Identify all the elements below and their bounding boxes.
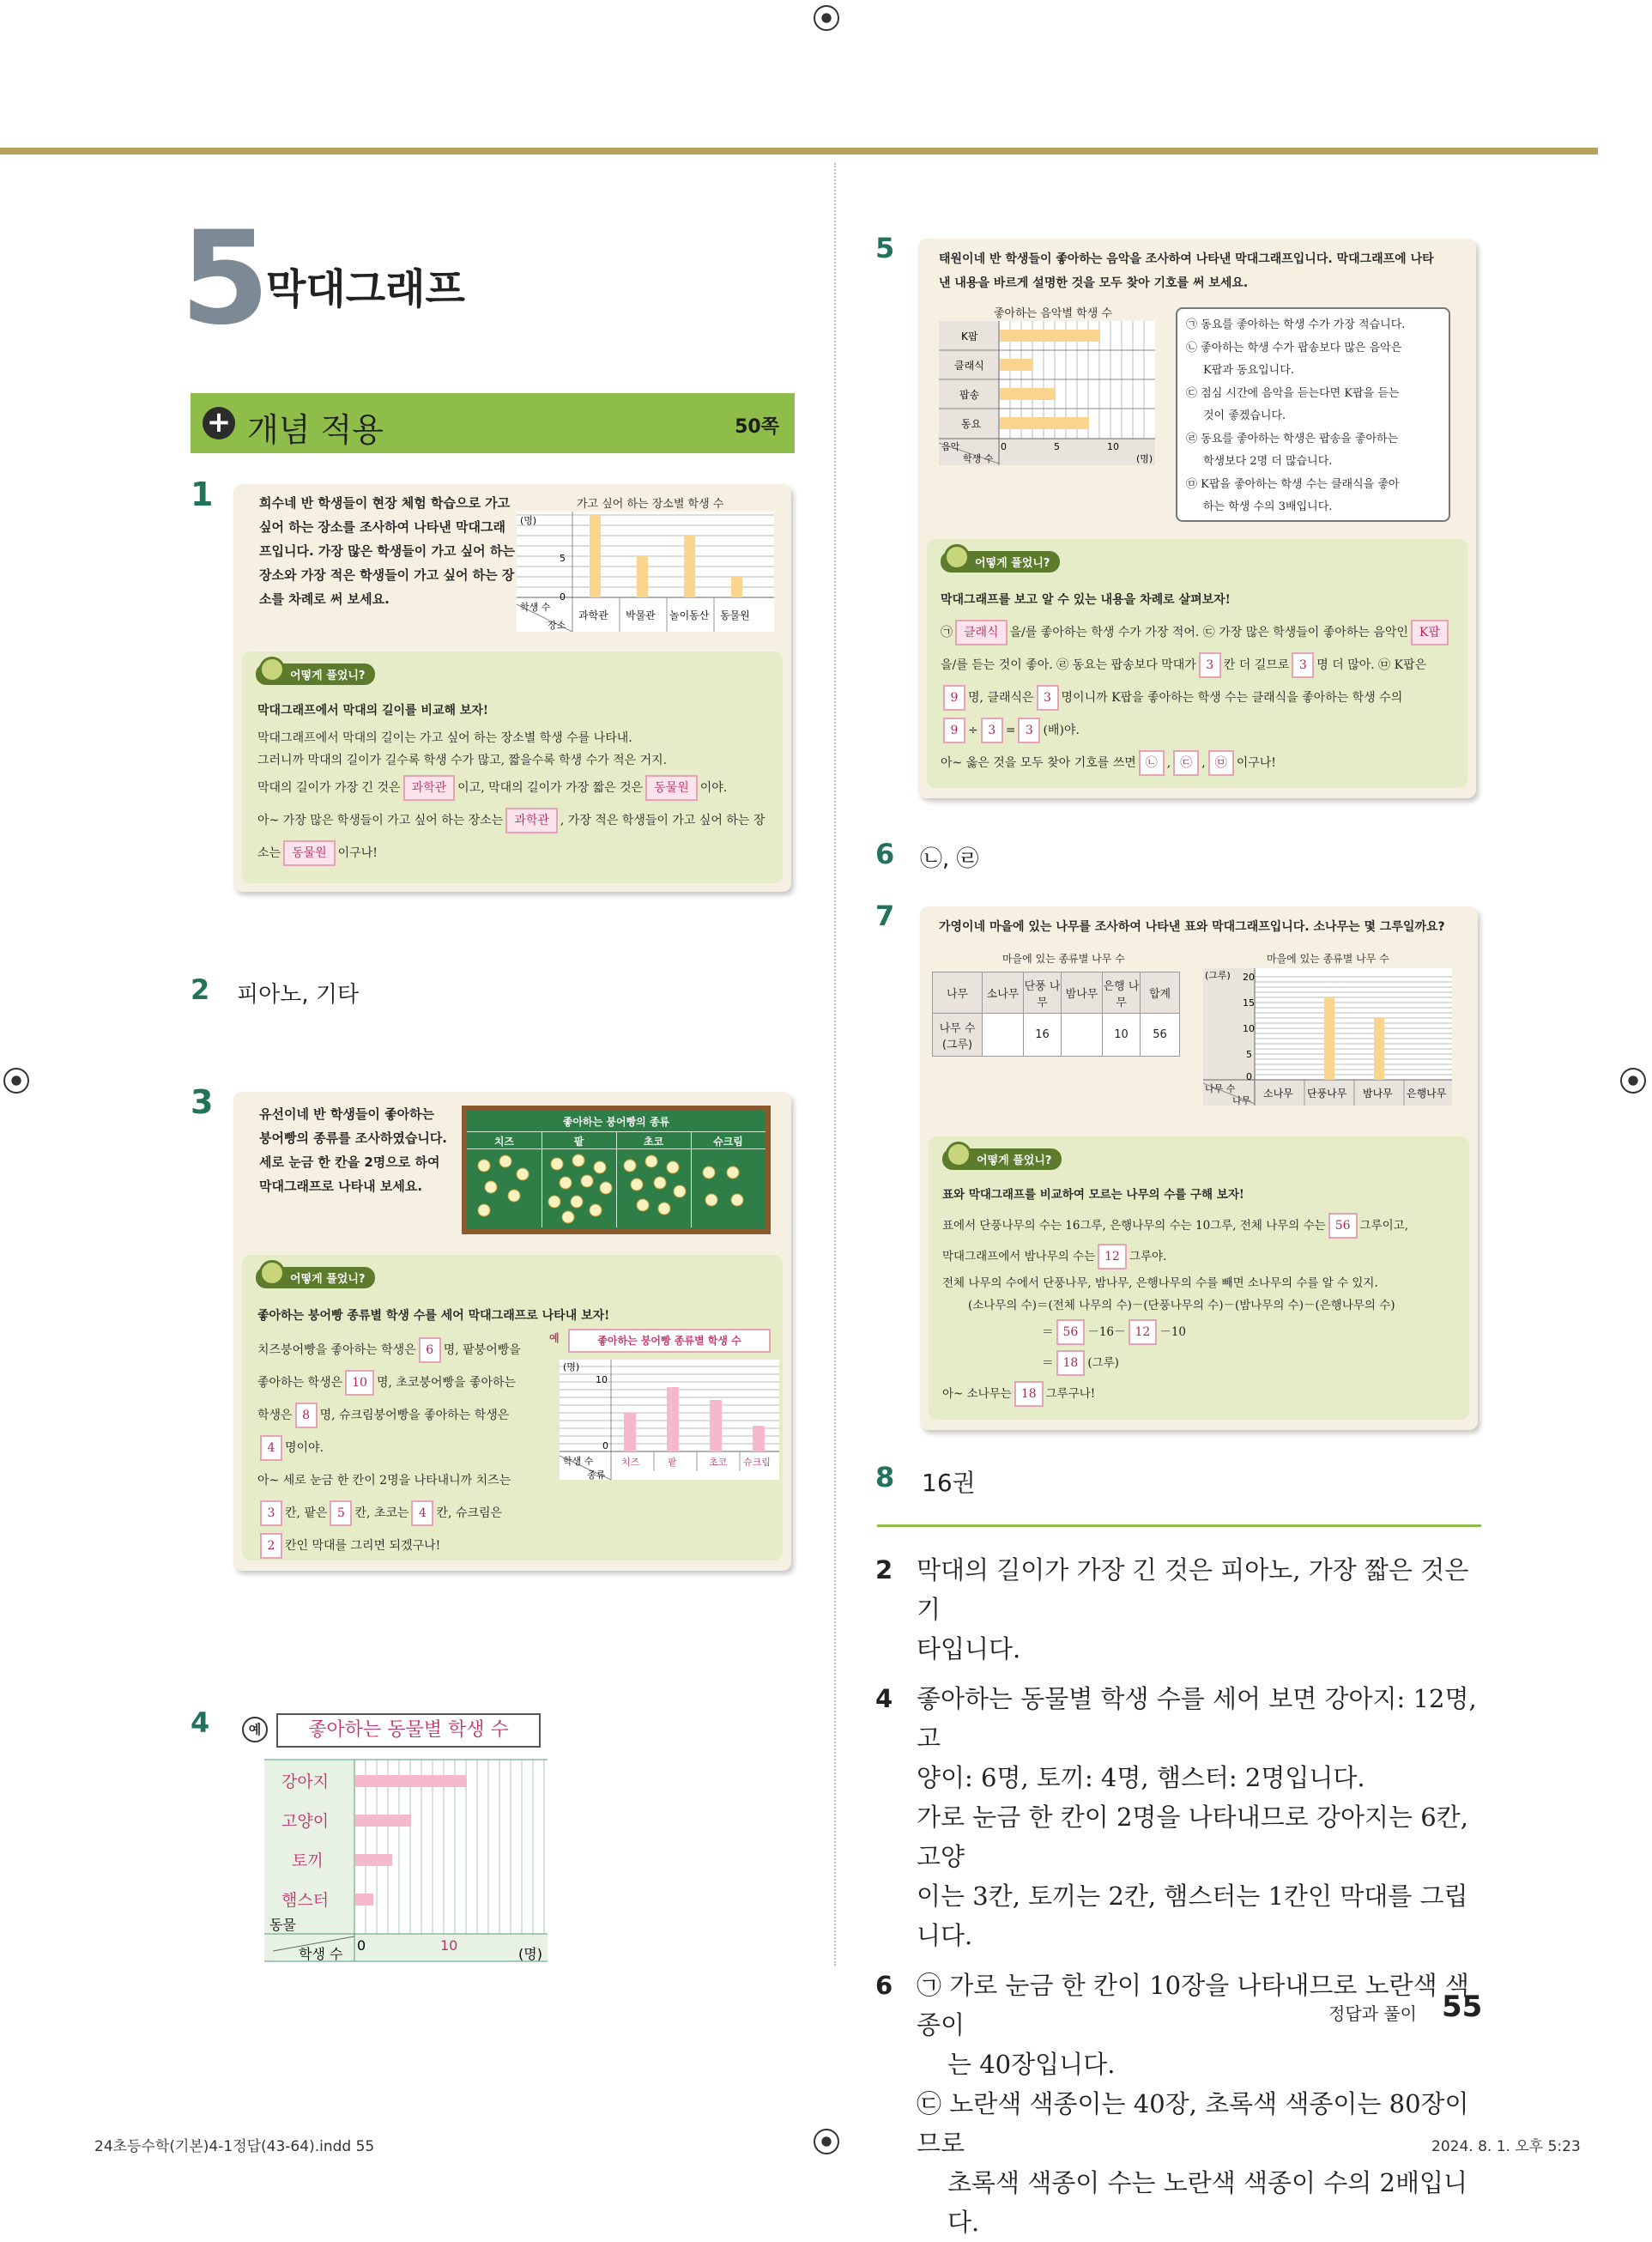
svg-text:고양이: 고양이	[281, 1812, 330, 1831]
q1-unit: (명)	[520, 515, 537, 526]
q6-number: 6	[875, 838, 895, 870]
q5-hint-body: 막대그래프를 보고 알 수 있는 내용을 차례로 살펴보자! ㉠ 클래식 을/를 좋아하는 학생 수가 가장 적어. ㉢ 가장 많은 학생들이 좋아하는 음악인 K팝 을/를 듣는 것이 좋아. ㉣ 동요는 팝송보다 막대가 3 칸 더 길므로 3 명 더 많아. ㉤ K팝은 9 명, 클래식은 3 명이니까 K팝을 좋아하는 학생 수는 클래식을 좋아하는 학생 수의 9 ÷ 3 = 3 (배)야. 아~ 옳은 것을 모두 찾아 기호를 쓰면 ㉡ , ㉢ , ㉤ 이구나!	[941, 584, 1464, 779]
hint-avatar-icon	[946, 1142, 971, 1167]
q1-hint	[242, 651, 783, 883]
q3-bar-choco	[710, 1400, 722, 1451]
svg-text:10: 10	[1107, 441, 1119, 452]
q3-hint-title: 좋아하는 붕어빵 종류별 학생 수를 세어 막대그래프로 나타내 보자!	[257, 1309, 610, 1323]
board-title: 좋아하는 붕어빵의 종류	[562, 1116, 670, 1128]
board-col-cheese: 치즈	[493, 1136, 515, 1148]
board-face-icons	[467, 1148, 765, 1227]
svg-text:(명): (명)	[518, 1946, 542, 1962]
svg-text:음악: 음악	[941, 441, 960, 452]
q3-ye-mark: 예	[549, 1332, 560, 1344]
svg-text:나무: 나무	[1232, 1095, 1251, 1106]
q1-answer-most: 과학관	[403, 775, 456, 801]
svg-text:10: 10	[1243, 1023, 1255, 1034]
q2-answer: 피아노, 기타	[237, 982, 360, 1008]
svg-text:은행나무: 은행나무	[1407, 1088, 1447, 1100]
board-col-choco: 초코	[643, 1136, 664, 1148]
hint-avatar-icon	[944, 544, 970, 570]
svg-text:학생 수: 학생 수	[299, 1946, 343, 1962]
svg-text:클래식: 클래식	[954, 360, 984, 372]
explanations	[875, 1550, 1485, 2242]
hint-avatar-icon	[259, 657, 285, 682]
board-col-cream: 슈크림	[713, 1136, 743, 1148]
q7-hint: 어떻게 풀었니? 표와 막대그래프를 비교하여 모르는 나무의 수를 구해 보자! 표에서 단풍나무의 수는 16그루, 은행나무의 수는 10그루, 전체 나무의 수는 56 그루이고, 막대그래프에서 밤나무의 수는 12 그루야. 전체 나무의 수에서 단풍나무, 밤나무, 은행나무의 수를 빼면 소나무의 수를 알 수 있지. (소나무의 수)＝(전체 나무의 수)－(단풍나무의 수)－(밤나무의 수)－(은행나무의 수) ＝ 56 －16－ 12 －10 ＝ 18 (그루) 아~ 소나무는 18 그루구나!	[929, 1136, 1469, 1420]
page-number: 55	[1442, 1990, 1483, 2024]
svg-text:(명): (명)	[1136, 453, 1153, 464]
q1-number: 1	[191, 476, 214, 513]
q8-answer: 16권	[922, 1469, 976, 1497]
q7-chart	[1203, 968, 1452, 1106]
registration-mark-right	[1620, 1068, 1646, 1094]
q4-bar-hamster	[355, 1894, 373, 1906]
q4-ye-mark: 예	[242, 1717, 268, 1742]
q7-card	[920, 906, 1478, 1430]
svg-text:5: 5	[1246, 1049, 1252, 1060]
hint-label: 어떻게 풀었니?	[256, 664, 375, 685]
q2-number: 2	[191, 973, 210, 1006]
q1-bar-museum	[637, 556, 648, 597]
svg-text:0: 0	[1246, 1071, 1252, 1082]
q7-bar-chestnut	[1374, 1018, 1384, 1080]
registration-mark-top	[814, 5, 839, 31]
q1-y-axis-label: 학생 수	[520, 602, 551, 613]
q5-hint: 어떻게 풀었니? 막대그래프를 보고 알 수 있는 내용을 차례로 살펴보자! ㉠ 클래식 을/를 좋아하는 학생 수가 가장 적어. ㉢ 가장 많은 학생들이 좋아하는 음악인 K팝 을/를 듣는 것이 좋아. ㉣ 동요는 팝송보다 막대가 3 칸 더 길므로 3 명 더 많아. ㉤ K팝은 9 명, 클래식은 3 명이니까 K팝을 좋아하는 학생 수는 클래식을 좋아하는 학생 수의 9 ÷ 3 = 3 (배)야. 아~ 옳은 것을 모두 찾아 기호를 쓰면 ㉡ , ㉢ , ㉤ 이구나!	[927, 539, 1467, 788]
q3-chart	[560, 1360, 779, 1480]
q8-number: 8	[875, 1461, 895, 1494]
q1-bar-amusement	[684, 536, 695, 597]
expl-2: 2 막대의 길이가 가장 긴 것은 피아노, 가장 짧은 것은 기 타입니다.	[875, 1555, 1469, 1663]
q4-bar-cat	[355, 1815, 411, 1827]
svg-text:(명): (명)	[563, 1361, 580, 1372]
q5-text: 태원이네 반 학생들이 좋아하는 음악을 조사하여 나타낸 막대그래프입니다. 막대그래프에 나타 낸 내용을 바르게 설명한 것을 모두 찾아 기호를 써 보세요.	[939, 252, 1434, 290]
chapter-title: 막대그래프	[266, 265, 465, 313]
q3-text: 유선이네 반 학생들이 좋아하는 붕어빵의 종류를 조사하였습니다. 세로 눈금 한 칸을 2명으로 하여 막대그래프로 나타내 보세요.	[259, 1106, 448, 1194]
svg-text:밤나무: 밤나무	[1363, 1088, 1393, 1100]
svg-text:10: 10	[596, 1374, 608, 1385]
explanation-divider	[877, 1524, 1481, 1527]
svg-text:치즈: 치즈	[621, 1457, 640, 1468]
q3-bar-bean	[667, 1387, 679, 1451]
q4-bar-dog	[355, 1775, 467, 1787]
q1-x-museum: 박물관	[626, 609, 656, 621]
svg-text:토끼: 토끼	[292, 1851, 324, 1870]
svg-text:학생 수: 학생 수	[963, 453, 994, 464]
q5-bar-kpop	[1000, 330, 1100, 342]
q1-x-axis-label: 장소	[548, 620, 566, 631]
q5-card	[918, 239, 1476, 798]
q5-bar-classic	[1000, 359, 1033, 371]
q1-hint-body: 막대그래프에서 막대의 길이를 비교해 보자! 막대그래프에서 막대의 길이는 가고 싶어 하는 장소별 학생 수를 나타내. 그러니까 막대의 길이가 길수록 학생 수가 많고, 짧을수록 학생 수가 적은 거지. 막대의 길이가 가장 긴 것은 과학관 이고, 막대의 길이가 가장 짧은 것은 동물원 이야. 아~ 가장 많은 학생들이 가고 싶어 하는 장소는 과학관 , 가장 적은 학생들이 가고 싶어 하는 장 소는 동물원 이구나!	[257, 694, 772, 870]
q3-bar-cheese	[624, 1413, 636, 1451]
q1-card	[233, 484, 791, 892]
svg-text:10: 10	[440, 1937, 458, 1954]
q1-bar-zoo	[731, 577, 742, 597]
q5-chart	[939, 321, 1155, 465]
footer-label: 정답과 풀이	[1328, 2003, 1417, 2024]
column-divider	[834, 163, 836, 1966]
q5-number: 5	[875, 232, 895, 264]
plus-icon: +	[203, 407, 235, 439]
svg-text:팝송: 팝송	[959, 389, 980, 401]
svg-text:슈크림: 슈크림	[743, 1457, 771, 1468]
svg-text:강아지: 강아지	[281, 1772, 330, 1791]
q4-chart	[264, 1760, 548, 1961]
q1-bar-science	[590, 515, 601, 597]
svg-text:15: 15	[1243, 997, 1255, 1009]
top-rule	[0, 148, 1598, 155]
expl-6: 6 ㉠ 가로 눈금 한 칸이 10장을 나타내므로 노란색 색종이 는 40장입니다. ㉢ 노란색 색종이는 40장, 초록색 색종이는 80장이므로 초록색 색종이 수는 노란색 색종이 수의 2배입니다.	[875, 1971, 1469, 2237]
q1-ytick-0: 0	[560, 591, 566, 603]
q7-table-title: 마을에 있는 종류별 나무 수	[1002, 953, 1125, 965]
q5-bar-children	[1000, 417, 1089, 429]
footer-date: 2024. 8. 1. 오후 5:23	[1431, 2138, 1581, 2155]
svg-text:종류: 종류	[587, 1469, 606, 1481]
svg-text:나무 수: 나무 수	[1205, 1083, 1236, 1094]
q3-hint: 어떻게 풀었니? 좋아하는 붕어빵 종류별 학생 수를 세어 막대그래프로 나타내 보자! 치즈붕어빵을 좋아하는 학생은 6 명, 팥붕어빵을 좋아하는 학생은 10 명, 초코붕어빵을 좋아하는 학생은 8 명, 슈크림붕어빵을 좋아하는 학생은 4 명이야. 아~ 세로 눈금 한 칸이 2명을 나타내니까 치즈는 3 칸, 팥은 5 칸, 초코는 4 칸, 슈크림은 2 칸인 막대를 그리면 되겠구나! 예 좋아하는 붕어빵 종류별 학생 수 (명) 10 0 학생 수 종류 치즈 팥 초코 슈크림	[242, 1255, 783, 1560]
q1-ytick-5: 5	[560, 553, 566, 564]
q5-chart-title: 좋아하는 음악별 학생 수	[994, 307, 1112, 320]
q4-bar-rabbit	[355, 1854, 392, 1866]
board-col-bean: 팥	[573, 1136, 584, 1148]
q3-number: 3	[191, 1083, 214, 1121]
svg-text:0: 0	[357, 1937, 366, 1954]
q5-options-box: ㉠ 동요를 좋아하는 학생 수가 가장 적습니다. ㉡ 좋아하는 학생 수가 팝송보다 많은 음악은 K팝과 동요입니다. ㉢ 점심 시간에 음악을 듣는다면 K팝을 듣는 것이 좋겠습니다. ㉣ 동요를 좋아하는 학생은 팝송을 좋아하는 학생보다 2명 더 많습니다. ㉤ K팝을 좋아하는 학생 수는 클래식을 좋아 하는 학생 수의 3배입니다.	[1176, 307, 1450, 522]
q6-answer: ㉡, ㉣	[920, 846, 979, 872]
section-banner	[191, 393, 795, 453]
hint-avatar-icon	[259, 1260, 285, 1286]
expl-4: 4 좋아하는 동물별 학생 수를 세어 보면 강아지: 12명, 고 양이: 6명, 토끼: 4명, 햄스터: 2명입니다. 가로 눈금 한 칸이 2명을 나타내므로 강아지는 6칸, 고양 이는 3칸, 토끼는 2칸, 햄스터는 1칸인 막대를 그립니다.	[875, 1684, 1477, 1950]
q7-text: 가영이네 마을에 있는 나무를 조사하여 나타낸 표와 막대그래프입니다. 소나무는 몇 그루일까요?	[939, 920, 1445, 934]
svg-text:단풍나무: 단풍나무	[1307, 1088, 1347, 1100]
section-page-ref: 50쪽	[735, 416, 779, 438]
q1-text: 희수네 반 학생들이 현장 체험 학습으로 가고 싶어 하는 장소를 조사하여 나타낸 막대그래 프입니다. 가장 많은 학생들이 가고 싶어 하는 장소와 가장 적은 학생들이 가고 싶어 하는 장 소를 차례로 써 보세요.	[259, 495, 515, 607]
svg-text:팥: 팥	[668, 1457, 677, 1468]
registration-mark-bottom	[814, 2129, 839, 2154]
q1-chart	[517, 512, 774, 632]
q5-bar-pop	[1000, 388, 1056, 400]
q7-table: 나무 소나무 단풍 나무 밤나무 은행 나무 합계 나무 수 (그루) 16 10 56	[932, 972, 1180, 1057]
q1-answer-least: 동물원	[645, 775, 698, 801]
q1-x-science: 과학관	[578, 609, 608, 621]
svg-text:동물: 동물	[269, 1917, 296, 1933]
q4-number: 4	[191, 1706, 210, 1739]
svg-text:동요: 동요	[961, 418, 982, 430]
svg-text:5: 5	[1054, 441, 1060, 452]
q7-bar-maple	[1324, 997, 1334, 1080]
svg-text:초코: 초코	[709, 1457, 728, 1468]
svg-text:20: 20	[1243, 972, 1255, 983]
svg-text:(그루): (그루)	[1205, 970, 1231, 981]
svg-text:K팝: K팝	[961, 330, 978, 342]
q1-x-zoo: 동물원	[720, 609, 750, 621]
q3-hint-body: 치즈붕어빵을 좋아하는 학생은 6 명, 팥붕어빵을 좋아하는 학생은 10 명, 초코붕어빵을 좋아하는 학생은 8 명, 슈크림붕어빵을 좋아하는 학생은 4 명이야. 아~ 세로 눈금 한 칸이 2명을 나타내니까 치즈는 3 칸, 팥은 5 칸, 초코는 4 칸, 슈크림은 2 칸인 막대를 그리면 되겠구나!	[257, 1334, 541, 1562]
q7-number: 7	[875, 900, 895, 932]
q7-hint-body: 표와 막대그래프를 비교하여 모르는 나무의 수를 구해 보자! 표에서 단풍나무의 수는 16그루, 은행나무의 수는 10그루, 전체 나무의 수는 56 그루이고, 막대그래프에서 밤나무의 수는 12 그루야. 전체 나무의 수에서 단풍나무, 밤나무, 은행나무의 수를 빼면 소나무의 수를 알 수 있지. (소나무의 수)＝(전체 나무의 수)－(단풍나무의 수)－(밤나무의 수)－(은행나무의 수) ＝ 56 －16－ 12 －10 ＝ 18 (그루) 아~ 소나무는 18 그루구나!	[942, 1179, 1466, 1409]
q3-card	[233, 1092, 791, 1571]
q3-chart-title: 좋아하는 붕어빵 종류별 학생 수	[568, 1329, 771, 1353]
svg-text:0: 0	[1001, 441, 1007, 452]
q1-chart-title: 가고 싶어 하는 장소별 학생 수	[577, 498, 724, 511]
q3-bar-cream	[753, 1426, 765, 1451]
svg-text:햄스터: 햄스터	[281, 1891, 330, 1910]
svg-text:학생 수: 학생 수	[563, 1456, 594, 1467]
section-title: 개념 적용	[247, 411, 384, 449]
footer-file: 24초등수학(기본)4-1정답(43-64).indd 55	[94, 2138, 375, 2155]
q4-chart-title: 좋아하는 동물별 학생 수	[276, 1713, 541, 1748]
svg-text:소나무: 소나무	[1263, 1088, 1293, 1100]
chapter-number: 5	[180, 204, 270, 354]
q1-x-amusement: 놀이동산	[669, 609, 710, 621]
q7-chart-title: 마을에 있는 종류별 나무 수	[1267, 953, 1389, 965]
svg-text:0: 0	[602, 1440, 608, 1451]
registration-mark-left	[3, 1068, 29, 1094]
q3-chalkboard	[462, 1106, 771, 1234]
